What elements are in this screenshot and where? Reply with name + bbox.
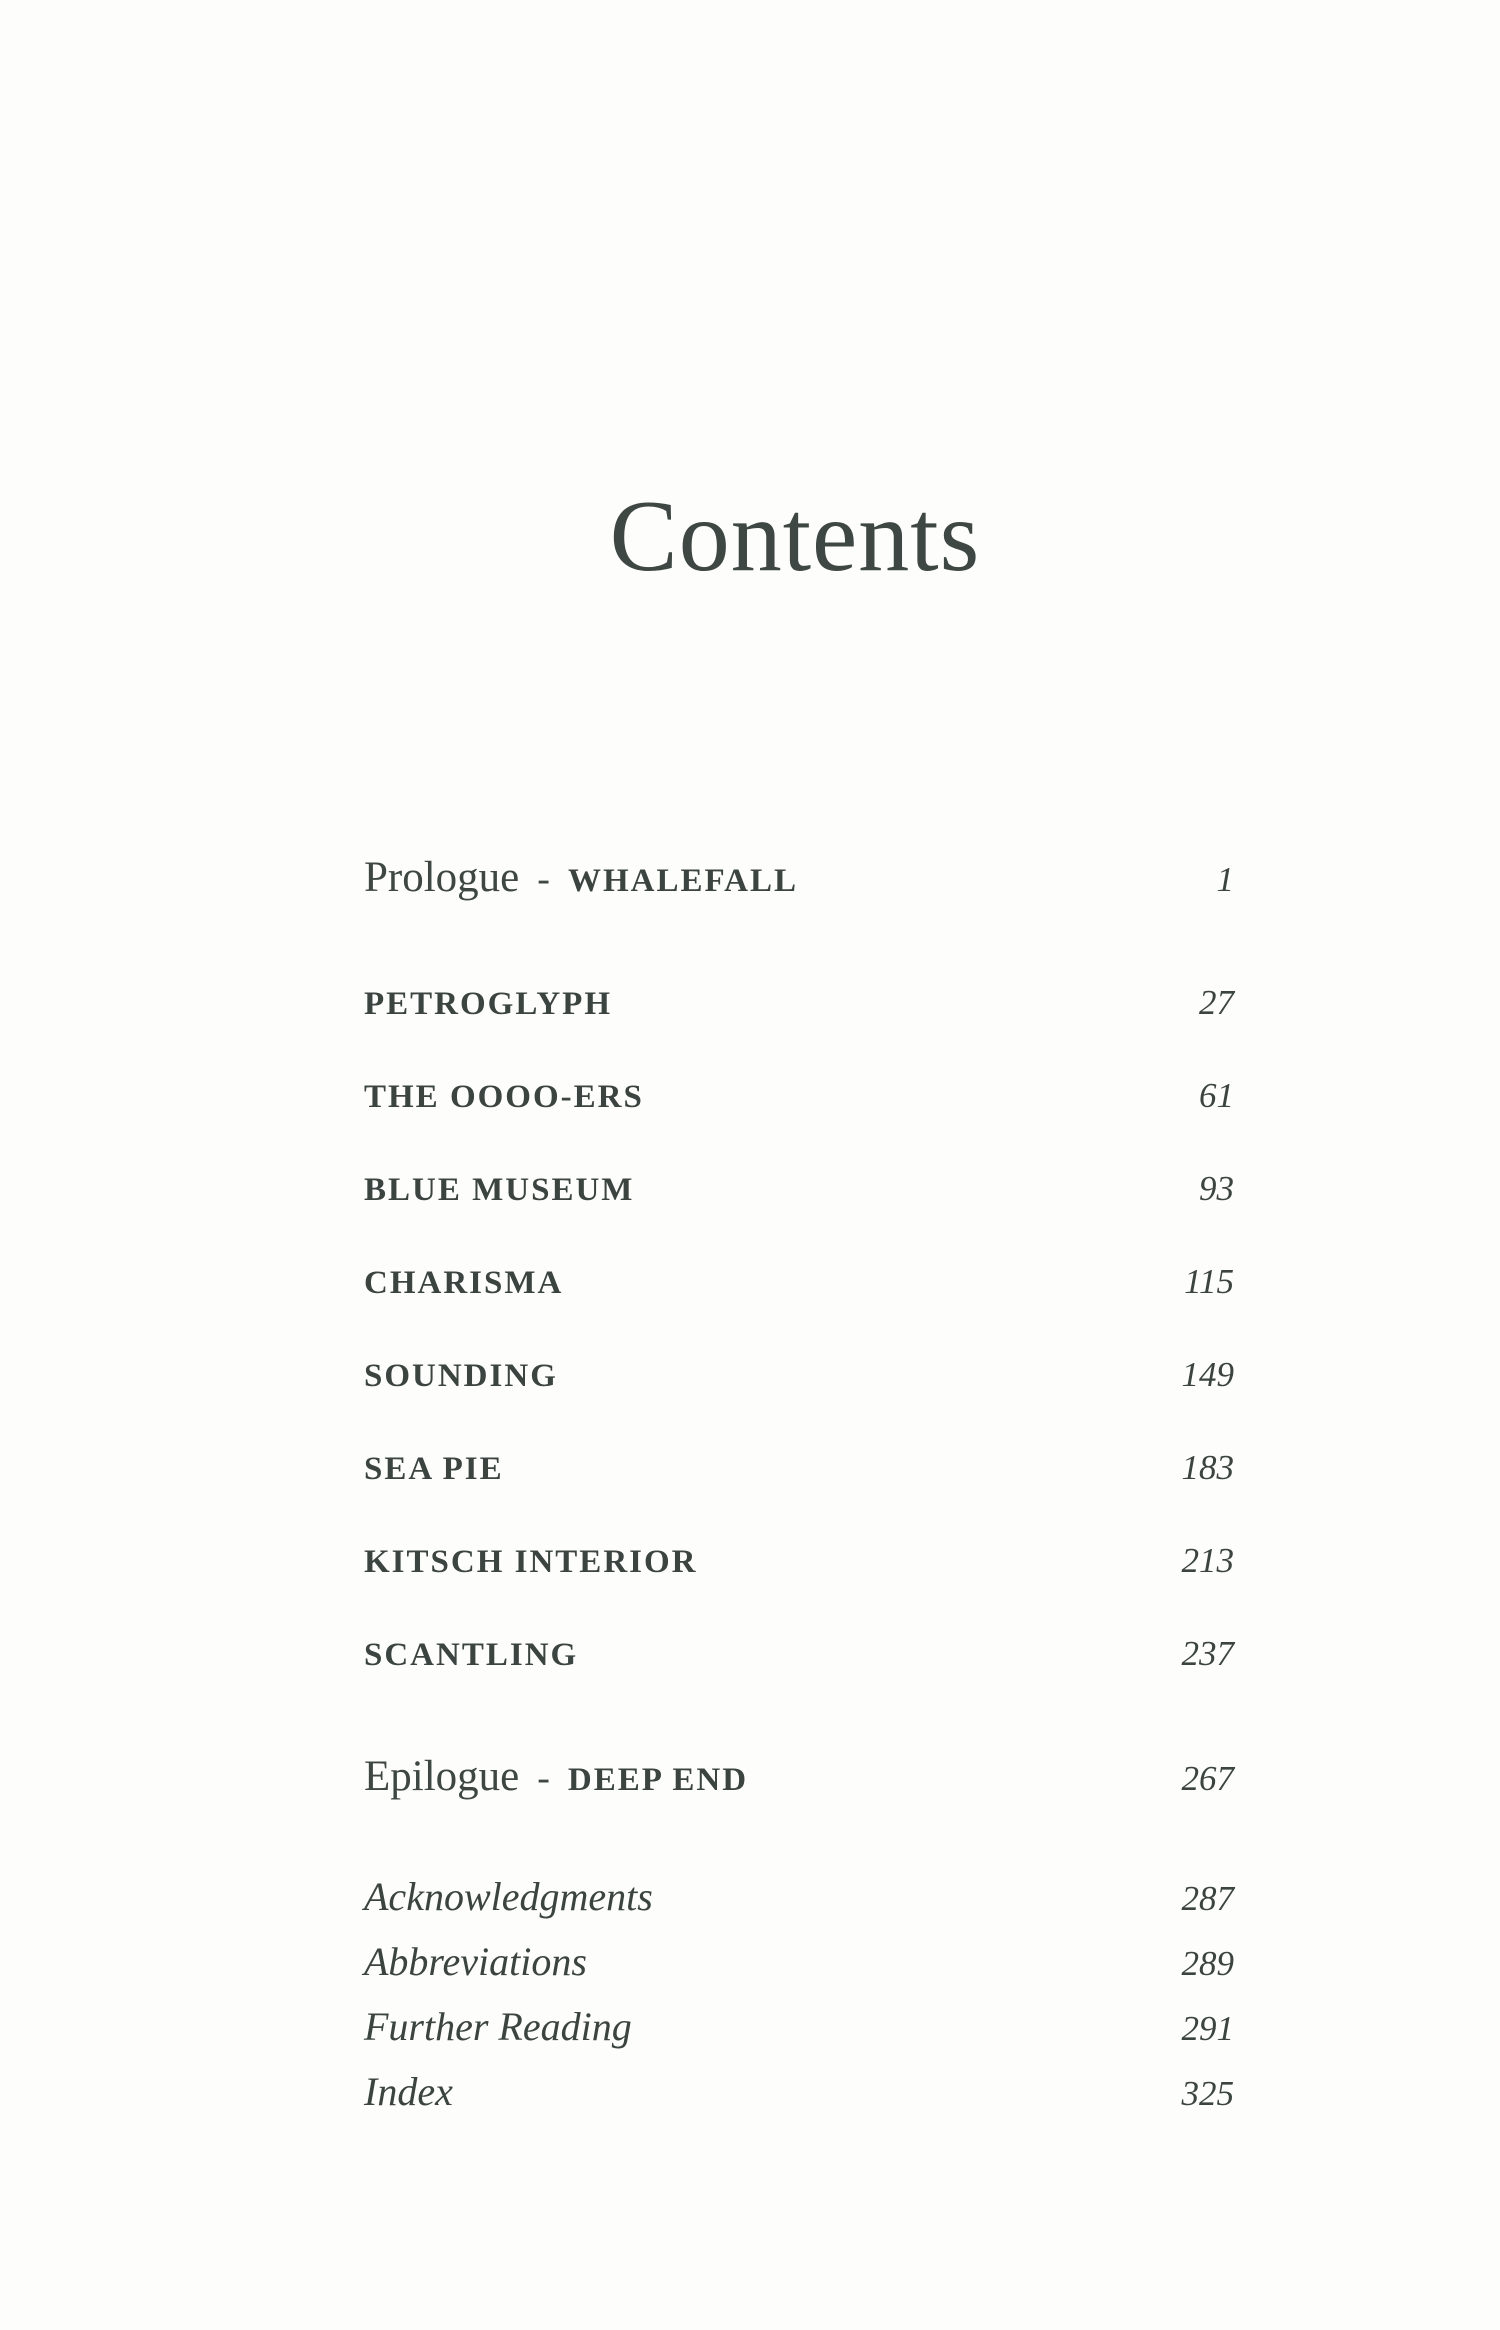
toc-entry-chapter[interactable]	[364, 1634, 1234, 1674]
chapter-title: SOUNDING	[364, 1358, 558, 1394]
epilogue-title: DEEP END	[567, 1762, 749, 1798]
prologue-page-number: 1	[1216, 860, 1234, 899]
page-title: Contents	[609, 480, 981, 593]
epilogue-separator: -	[537, 1757, 550, 1799]
prologue-prefix: Prologue	[364, 854, 520, 901]
prologue-separator: -	[537, 858, 550, 900]
toc-entry-back-matter[interactable]	[364, 2068, 1234, 2115]
toc-entry-epilogue[interactable]	[364, 1752, 1234, 1801]
toc-entry-back-matter[interactable]	[364, 1938, 1234, 1985]
chapter-title: CHARISMA	[364, 1265, 564, 1301]
chapter-title: SEA PIE	[364, 1451, 504, 1487]
chapter-page-number: 27	[1199, 983, 1234, 1022]
chapter-page-number: 213	[1181, 1541, 1234, 1580]
toc-entry-chapter[interactable]	[364, 983, 1234, 1023]
chapter-page-number: 93	[1199, 1169, 1234, 1208]
back-matter-page-number: 287	[1181, 1879, 1234, 1918]
toc-entry-prologue[interactable]	[364, 853, 1234, 902]
chapter-title: BLUE MUSEUM	[364, 1172, 635, 1208]
back-matter-page-number: 291	[1181, 2009, 1234, 2048]
chapter-page-number: 237	[1181, 1634, 1234, 1673]
toc-entry-chapter[interactable]	[364, 1541, 1234, 1581]
back-matter-title: Index	[364, 2069, 453, 2114]
back-matter-page-number: 325	[1181, 2074, 1234, 2113]
chapter-title: KITSCH INTERIOR	[364, 1544, 698, 1580]
prologue-title: WHALEFALL	[567, 863, 799, 899]
back-matter-page-number: 289	[1181, 1944, 1234, 1983]
epilogue-prefix: Epilogue	[364, 1753, 520, 1800]
toc-entry-chapter[interactable]	[364, 1448, 1234, 1488]
toc-entry-chapter[interactable]	[364, 1076, 1234, 1116]
toc-entry-back-matter[interactable]	[364, 2003, 1234, 2050]
chapter-page-number: 149	[1181, 1355, 1234, 1394]
back-matter-title: Abbreviations	[364, 1939, 587, 1984]
chapter-page-number: 115	[1184, 1262, 1234, 1301]
chapter-page-number: 183	[1181, 1448, 1234, 1487]
toc-entry-back-matter[interactable]	[364, 1873, 1234, 1920]
chapter-title: PETROGLYPH	[364, 986, 612, 1022]
toc-entry-chapter[interactable]	[364, 1262, 1234, 1302]
toc-entry-chapter[interactable]	[364, 1355, 1234, 1395]
table-of-contents	[364, 0, 1234, 2330]
epilogue-page-number: 267	[1181, 1759, 1234, 1798]
back-matter-title: Acknowledgments	[364, 1874, 653, 1919]
toc-entry-label	[364, 853, 798, 902]
toc-entry-label	[364, 1752, 748, 1801]
chapter-title: SCANTLING	[364, 1637, 579, 1673]
back-matter-title: Further Reading	[364, 2004, 632, 2049]
chapter-title: THE OOOO-ERS	[364, 1079, 644, 1115]
toc-entry-chapter[interactable]	[364, 1169, 1234, 1209]
chapter-page-number: 61	[1199, 1076, 1234, 1115]
